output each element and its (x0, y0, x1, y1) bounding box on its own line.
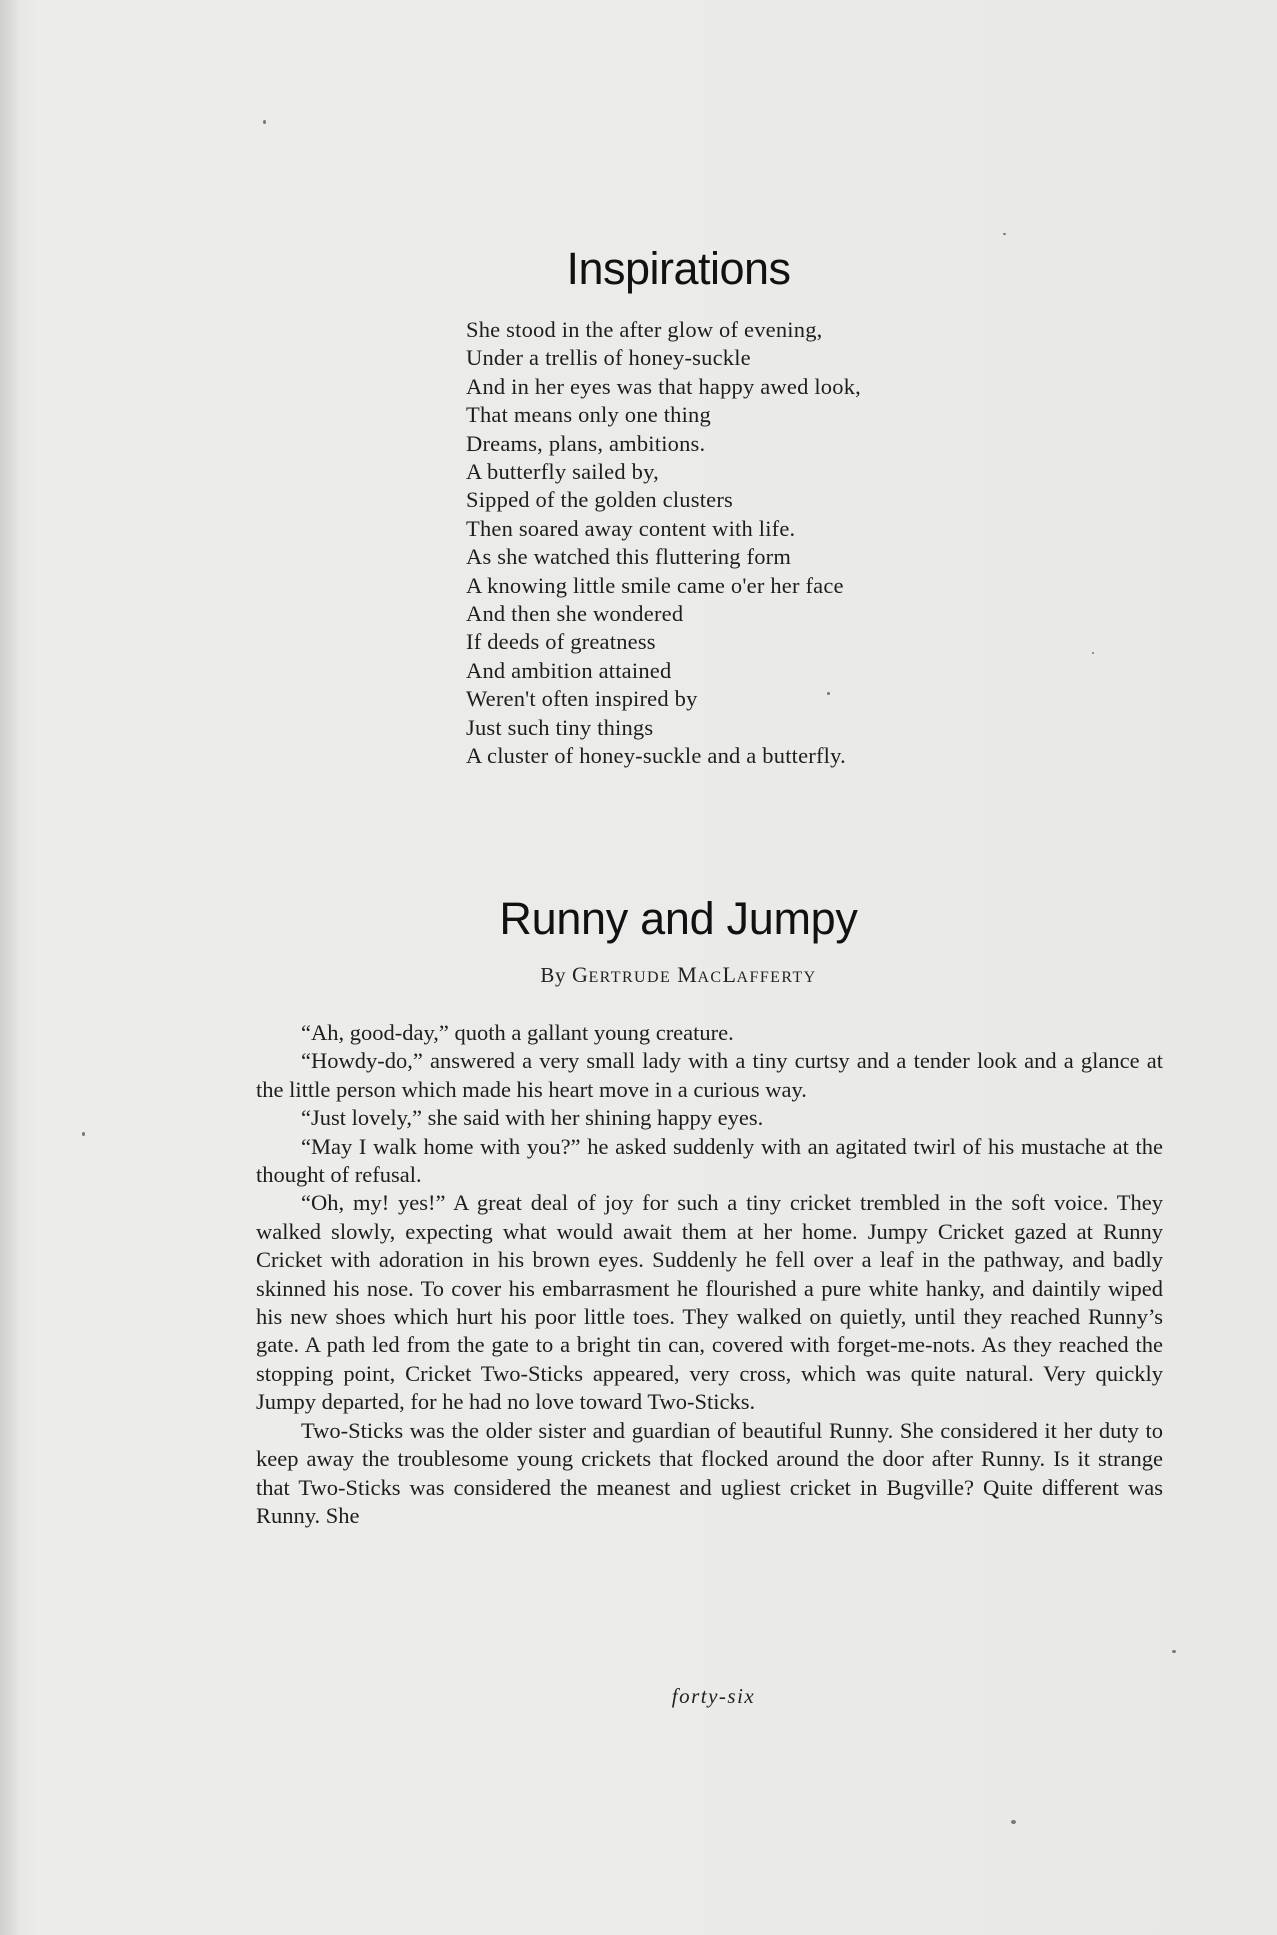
poem-line: Sipped of the golden clusters (466, 487, 733, 513)
story-paragraph: “Howdy-do,” answered a very small lady with a tiny curtsy and a tender look and a glance at the little person which made his heart move in a curious way. (256, 1048, 1163, 1102)
poem-title: Inspirations (566, 243, 791, 294)
poem-line: She stood in the after glow of evening, (466, 317, 823, 342)
poem-line: Weren't often inspired by (466, 686, 698, 712)
poem-line: A knowing little smile came o'er her face (466, 572, 844, 598)
poem-line: Under a trellis of honey-suckle (466, 345, 751, 371)
poem-line: Just such tiny things (466, 714, 654, 740)
byline-author: GERTRUDE MACLAFFERTY (571, 962, 817, 987)
story-paragraph: Two-Sticks was the older sister and guardian of beautiful Runny. She considered it her duty to keep away the troublesome young crickets that flocked around the door after Runny. Is it strange that Two-Sticks was considered the meanest and ugliest cricket in Bugville? Quite different was Runny. She (256, 1417, 1163, 1528)
paper-speck (263, 120, 266, 124)
story-title: Runny and Jumpy (499, 893, 858, 944)
poem-body (466, 316, 1066, 771)
story-byline (0, 962, 1277, 988)
poem-line: And in her eyes was that happy awed look, (466, 373, 861, 399)
poem-line: If deeds of greatness (466, 629, 656, 655)
poem-line: And ambition attained (466, 657, 672, 683)
story-paragraph: “Ah, good-day,” quoth a gallant young creature. (301, 1020, 734, 1045)
paper-speck (1003, 233, 1006, 235)
byline-prefix: By (540, 963, 567, 987)
poem-line: As she watched this fluttering form (466, 544, 792, 570)
poem-line: A butterfly sailed by, (466, 459, 659, 485)
poem-line: Then soared away content with life. (466, 515, 796, 541)
story-paragraph: “Just lovely,” she said with her shining happy eyes. (301, 1105, 764, 1131)
story-paragraph: “Oh, my! yes!” A great deal of joy for such a tiny cricket trembled in the soft voice. They walked slowly, expecting what would await them at her home. Jumpy Cricket gazed at Runny Cricket with adoration in his brown eyes. Suddenly he fell over a leaf in the pathway, and badly skinned his nose. To cover his embarrasment he flourished a pure white hanky, and daintily wiped his new shoes which hurt his poor little toes. They walked on quietly, until they reached Runny’s gate. A path led from the gate to a bright tin can, covered with forget-me-nots. As they reached the stopping point, Cricket Two-Sticks appeared, very cross, which was quite natural. Very quickly Jumpy departed, for he had no love toward Two-Sticks. (256, 1190, 1163, 1415)
story-body (256, 1019, 1163, 1530)
story-paragraph: “May I walk home with you?” he asked suddenly with an agitated twirl of his mustache at the thought of refusal. (256, 1133, 1163, 1188)
paper-speck (1092, 652, 1094, 654)
paper-speck (82, 1132, 85, 1136)
poem-line: A cluster of honey-suckle and a butterfly. (466, 743, 846, 769)
poem-line: Dreams, plans, ambitions. (466, 430, 706, 456)
poem-line: And then she wondered (466, 601, 684, 627)
paper-speck (827, 692, 830, 695)
paper-speck (1011, 1820, 1016, 1824)
page-number: forty-six (671, 1684, 756, 1708)
paper-speck (1172, 1650, 1176, 1653)
poem-line: That means only one thing (466, 402, 711, 428)
